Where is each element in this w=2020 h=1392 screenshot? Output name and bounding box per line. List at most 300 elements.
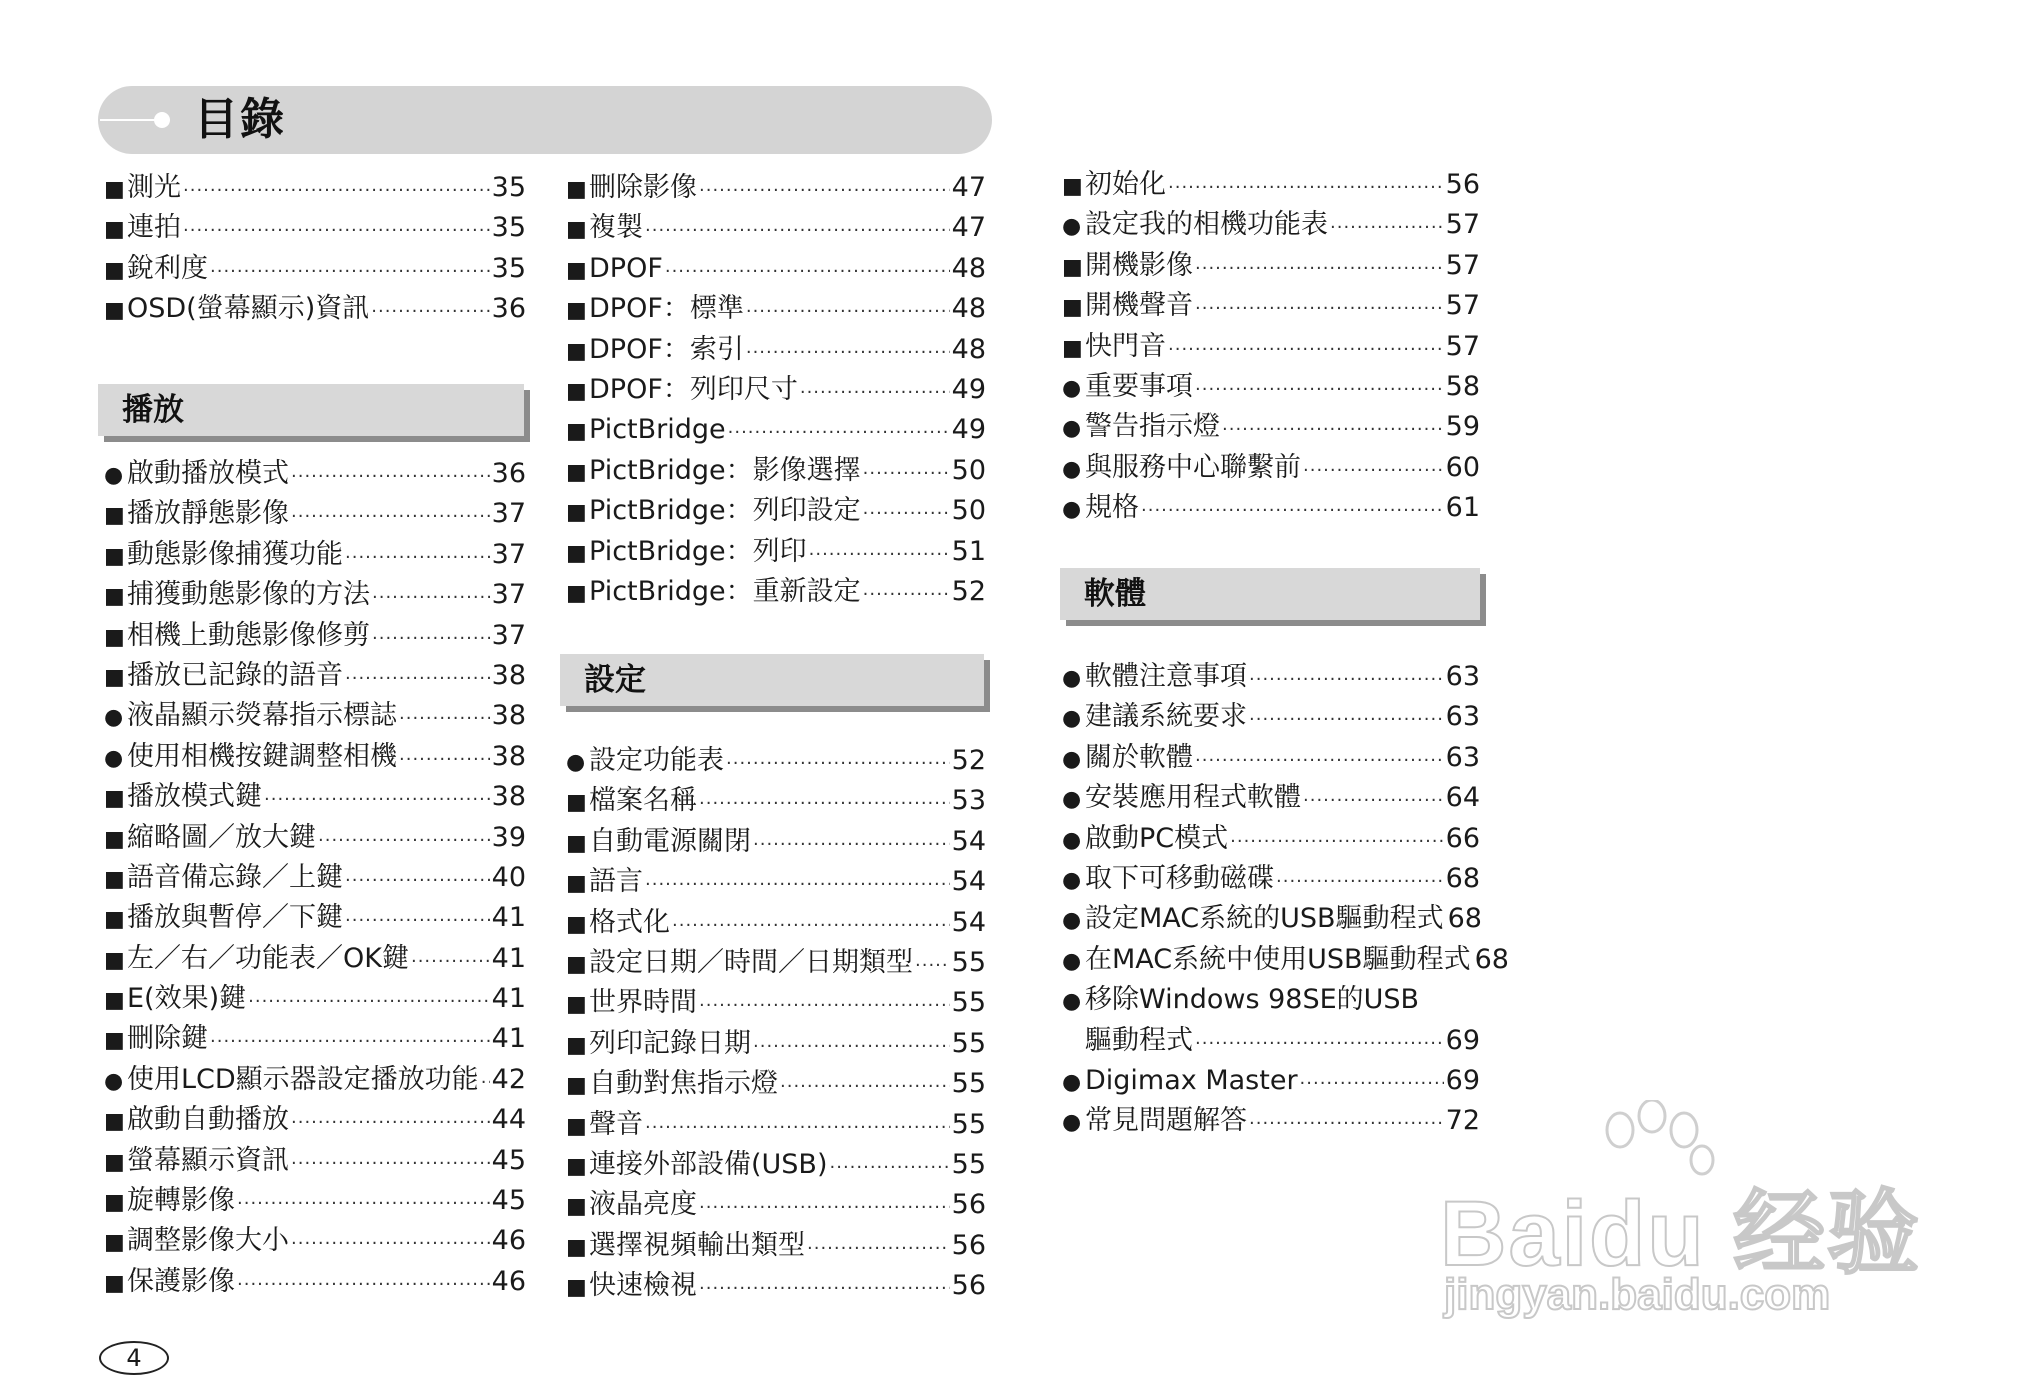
toc-entry-title: E(效果)鍵 [127, 983, 247, 1015]
toc-bullet: ● [1062, 948, 1082, 974]
toc-leader-dots [237, 1265, 490, 1305]
toc-entry [1062, 899, 1480, 939]
toc-leader-dots [264, 780, 490, 820]
toc-entry-title: 設定日期／時間／日期類型 [589, 946, 913, 978]
toc-leader-dots [665, 252, 950, 292]
toc-leader-dots [1141, 491, 1444, 531]
toc-bullet: ■ [566, 1275, 587, 1301]
toc-entry [1062, 859, 1480, 899]
toc-leader-dots [248, 982, 490, 1022]
toc-page-number: 57 [1445, 249, 1480, 281]
toc-leader-dots [807, 1229, 950, 1269]
toc-page-number: 63 [1445, 701, 1480, 733]
toc-entry-title: 使用相機按鍵調整相機 [127, 740, 397, 772]
toc-page-number: 66 [1445, 822, 1480, 854]
toc-bullet: ■ [566, 298, 587, 324]
toc-entry [566, 451, 986, 491]
toc-entry [1062, 286, 1480, 326]
toc-page-number: 36 [491, 293, 526, 325]
page-number: 4 [99, 1341, 169, 1375]
toc-page-number: 64 [1445, 782, 1480, 814]
toc-bullet: ■ [104, 1230, 125, 1256]
toc-leader-dots [1249, 700, 1444, 740]
toc-col1-top [104, 168, 526, 330]
page-title: 目錄 [194, 94, 286, 145]
toc-bullet: ■ [104, 786, 125, 812]
toc-leader-dots [291, 497, 490, 537]
toc-bullet: ● [104, 463, 124, 488]
toc-entry-title: 建議系統要求 [1085, 701, 1247, 733]
toc-page-number: 61 [1445, 492, 1480, 524]
toc-page-number: 49 [951, 373, 986, 405]
toc-page-number: 37 [491, 619, 526, 651]
toc-entry-title: 捕獲動態影像的方法 [127, 579, 370, 611]
toc-entry [566, 330, 986, 370]
toc-bullet: ● [1062, 214, 1082, 240]
toc-bullet: ■ [566, 580, 587, 606]
toc-entry [104, 777, 526, 817]
toc-bullet: ■ [1062, 335, 1083, 361]
section-title-software: 軟體 [1084, 576, 1146, 612]
toc-entry [566, 532, 986, 572]
toc-leader-dots [1249, 660, 1444, 700]
baidu-watermark [1440, 1100, 1940, 1340]
toc-entry [1062, 1061, 1480, 1101]
toc-bullet: ● [1062, 908, 1082, 934]
toc-leader-dots [291, 1144, 490, 1184]
toc-entry [104, 1141, 526, 1181]
toc-leader-dots [1195, 249, 1444, 289]
toc-entry-title: PictBridge：列印設定 [589, 495, 861, 527]
toc-leader-dots [915, 946, 950, 986]
toc-entry [1062, 448, 1480, 488]
toc-page-number: 42 [491, 1063, 526, 1095]
toc-leader-dots [291, 1224, 490, 1264]
toc-leader-dots [1195, 370, 1444, 410]
toc-entry [566, 741, 986, 781]
toc-entry-title: 測光 [127, 172, 181, 203]
toc-entry [566, 943, 986, 983]
toc-entry-title: 常見問題解答 [1085, 1105, 1247, 1137]
toc-leader-dots [345, 901, 490, 941]
toc-entry [566, 370, 986, 410]
toc-entry [104, 1262, 526, 1302]
toc-entry-title: 世界時間 [589, 987, 697, 1019]
toc-entry [566, 1185, 986, 1225]
toc-entry [104, 1221, 526, 1261]
toc-page-number: 47 [951, 172, 986, 203]
toc-page-number: 58 [1445, 370, 1480, 402]
toc-entry-title: 移除Windows 98SE的USB [1085, 984, 1420, 1016]
toc-page-number: 37 [491, 579, 526, 611]
toc-entry-title: 在MAC系統中使用USB驅動程式 [1085, 943, 1471, 975]
toc-leader-dots [345, 659, 490, 699]
toc-bullet: ■ [566, 257, 587, 283]
toc-bullet: ■ [104, 664, 125, 690]
toc-entry [104, 656, 526, 696]
toc-leader-dots [809, 535, 950, 575]
toc-entry-title: 螢幕顯示資訊 [127, 1144, 289, 1176]
toc-entry [104, 1181, 526, 1221]
toc-entry [1062, 940, 1509, 980]
toc-page-number: 54 [951, 906, 986, 938]
toc-page-number: 46 [491, 1265, 526, 1297]
toc-entry-title: 開機聲音 [1085, 290, 1193, 322]
toc-bullet: ■ [566, 1073, 587, 1099]
toc-page-number: 37 [491, 538, 526, 570]
toc-entry [104, 454, 526, 494]
toc-leader-dots [291, 1103, 490, 1143]
toc-page-number: 35 [491, 172, 526, 203]
toc-page-number: 48 [951, 252, 986, 284]
toc-leader-dots [1168, 330, 1444, 370]
toc-page-number: 57 [1445, 330, 1480, 362]
toc-entry-title: DPOF [589, 252, 663, 284]
toc-leader-dots [291, 457, 490, 497]
toc-entry-title: DPOF：列印尺寸 [589, 373, 798, 405]
toc-bullet: ● [1062, 1069, 1082, 1095]
toc-entry-title: 取下可移動磁碟 [1085, 862, 1274, 894]
toc-leader-dots [1168, 168, 1444, 208]
toc-page-number: 46 [491, 1225, 526, 1257]
toc-entry-title: 設定功能表 [589, 745, 724, 776]
toc-leader-dots [699, 784, 950, 824]
toc-entry-title: DPOF：索引 [589, 333, 744, 365]
toc-entry [1062, 367, 1480, 407]
toc-entry-title: 連接外部設備(USB) [589, 1148, 828, 1180]
toc-entry [104, 535, 526, 575]
toc-leader-dots [411, 942, 490, 982]
toc-page-number: 35 [491, 212, 526, 244]
toc-entry-title: 規格 [1085, 492, 1139, 524]
toc-entry-title: 銳利度 [127, 252, 208, 284]
toc-bullet: ■ [104, 1190, 125, 1216]
toc-entry-title: 自動電源關閉 [589, 825, 751, 857]
toc-leader-dots [1303, 451, 1444, 491]
section-title-playback: 播放 [122, 392, 184, 428]
toc-entry-title: 警告指示燈 [1085, 411, 1220, 443]
toc-entry-title: Digimax Master [1085, 1064, 1298, 1096]
toc-leader-dots [371, 292, 489, 332]
toc-bullet: ■ [104, 907, 125, 933]
toc-page-number: 49 [951, 414, 986, 446]
toc-bullet: ■ [566, 217, 587, 243]
toc-page-number: 41 [491, 942, 526, 974]
toc-bullet: ● [1062, 666, 1082, 691]
toc-bullet: ■ [104, 298, 125, 324]
toc-page-number: 55 [951, 1148, 986, 1180]
toc-leader-dots [645, 1108, 950, 1148]
toc-bullet: ■ [104, 543, 125, 569]
toc-entry-title: 液晶亮度 [589, 1189, 697, 1221]
toc-entry-title: 旋轉影像 [127, 1185, 235, 1217]
toc-entry-title: 與服務中心聯繫前 [1085, 451, 1301, 483]
toc-page-number: 69 [1445, 1064, 1480, 1096]
toc-bullet: ■ [566, 951, 587, 977]
toc-page-number: 54 [951, 825, 986, 857]
toc-page-number: 36 [491, 458, 526, 489]
section-header-settings [560, 654, 984, 706]
toc-leader-dots [1303, 781, 1444, 821]
toc-entry-title: 開機影像 [1085, 249, 1193, 281]
toc-bullet: ■ [104, 826, 125, 852]
toc-entry-title: 使用LCD顯示器設定播放功能 [127, 1063, 479, 1095]
toc-bullet: ■ [1062, 174, 1083, 199]
toc-entry-title: 播放模式鍵 [127, 781, 262, 813]
toc-leader-dots [1230, 822, 1444, 862]
toc-page-number: 55 [951, 1027, 986, 1059]
toc-bullet: ■ [566, 459, 587, 485]
toc-entry-title: 相機上動態影像修剪 [127, 619, 370, 651]
toc-entry-title: 聲音 [589, 1108, 643, 1140]
toc-entry [104, 979, 526, 1019]
toc-entry [104, 1100, 526, 1140]
toc-entry-title: 軟體注意事項 [1085, 661, 1247, 692]
toc-page-number: 54 [951, 866, 986, 898]
toc-bullet: ■ [104, 866, 125, 892]
toc-leader-dots [183, 171, 490, 211]
toc-bullet: ● [104, 1068, 124, 1094]
toc-page-number: 41 [491, 1023, 526, 1055]
toc-entry-title: 快門音 [1085, 330, 1166, 362]
toc-entry-title: 播放已記錄的語音 [127, 659, 343, 691]
toc-entry-title: 列印記錄日期 [589, 1027, 751, 1059]
toc-page-number: 56 [1445, 169, 1480, 200]
toc-page-number: 50 [951, 454, 986, 486]
watermark-suffix: 经验 [1733, 1183, 1922, 1285]
toc-entry-title: PictBridge：列印 [589, 535, 807, 567]
toc-leader-dots [372, 619, 490, 659]
toc-entry [104, 696, 526, 736]
toc-leader-dots [399, 740, 490, 780]
toc-entry-title: 自動對焦指示燈 [589, 1068, 778, 1100]
toc-entry [104, 939, 526, 979]
toc-leader-dots [728, 413, 950, 453]
toc-page-number: 68 [1445, 862, 1480, 894]
toc-bullet: ● [1062, 989, 1082, 1015]
toc-leader-dots [863, 454, 950, 494]
toc-leader-dots [1195, 741, 1444, 781]
toc-entry-title: 刪除鍵 [127, 1023, 208, 1055]
toc-page-number: 55 [951, 946, 986, 978]
toc-entry [566, 862, 986, 902]
toc-col3-bottom [1062, 657, 1509, 1142]
toc-bullet: ● [1062, 456, 1082, 482]
toc-entry [104, 1019, 526, 1059]
toc-leader-dots [345, 538, 490, 578]
watermark-brand: Bai [1440, 1183, 1590, 1285]
toc-entry [1062, 819, 1480, 859]
toc-page-number: 48 [951, 333, 986, 365]
toc-leader-dots [863, 575, 950, 615]
toc-entry [104, 249, 526, 289]
toc-leader-dots [746, 292, 950, 332]
toc-page-number: 63 [1445, 661, 1480, 692]
toc-bullet: ● [1062, 827, 1082, 853]
toc-entry [1062, 1021, 1480, 1061]
toc-bullet: ■ [104, 1109, 125, 1135]
toc-leader-dots [645, 865, 950, 905]
toc-entry [1062, 657, 1480, 697]
toc-entry-title: 啟動播放模式 [127, 458, 289, 489]
toc-entry-title: 刪除影像 [589, 172, 697, 203]
toc-entry-title: 播放與暫停／下鍵 [127, 902, 343, 934]
toc-page-number: 52 [951, 575, 986, 607]
toc-entry [104, 168, 526, 208]
toc-page-number: 53 [951, 785, 986, 817]
toc-leader-dots [1222, 410, 1444, 450]
toc-page-number: 56 [951, 1189, 986, 1221]
toc-bullet: ● [1062, 706, 1082, 732]
toc-bullet: ● [1062, 787, 1082, 813]
toc-entry [1062, 1101, 1480, 1141]
toc-col2-top [566, 168, 986, 612]
toc-entry [566, 1226, 986, 1266]
toc-entry [566, 249, 986, 289]
toc-entry [104, 818, 526, 858]
toc-leader-dots [1249, 1104, 1444, 1144]
toc-bullet: ■ [104, 584, 125, 610]
toc-entry [1062, 980, 1480, 1020]
toc-bullet: ■ [104, 503, 125, 529]
toc-entry [104, 737, 526, 777]
toc-page-number: 69 [1445, 1024, 1480, 1056]
toc-leader-dots [183, 211, 490, 251]
toc-bullet: ■ [104, 177, 125, 202]
toc-entry-title: 驅動程式 [1085, 1024, 1193, 1056]
toc-entry-title: 語言 [589, 866, 643, 898]
toc-page-number: 41 [491, 902, 526, 934]
toc-bullet: ■ [566, 378, 587, 404]
toc-bullet: ● [1062, 746, 1082, 772]
toc-leader-dots [1276, 862, 1444, 902]
toc-leader-dots [699, 986, 950, 1026]
toc-leader-dots [318, 821, 490, 861]
toc-page-number: 51 [951, 535, 986, 567]
toc-bullet: ● [1062, 497, 1082, 523]
title-decoration-dot [154, 112, 170, 128]
toc-entry-title: 關於軟體 [1085, 741, 1193, 773]
toc-bullet: ■ [104, 217, 125, 243]
toc-leader-dots [345, 861, 490, 901]
toc-page-number: 45 [491, 1185, 526, 1217]
toc-leader-dots [746, 333, 950, 373]
toc-page-number: 55 [951, 1108, 986, 1140]
toc-entry-title: OSD(螢幕顯示)資訊 [127, 293, 370, 325]
toc-entry [1062, 738, 1480, 778]
toc-entry [1062, 205, 1480, 245]
toc-bullet: ■ [566, 1234, 587, 1260]
toc-page-number: 50 [951, 495, 986, 527]
toc-bullet: ■ [566, 911, 587, 937]
toc-entry [104, 858, 526, 898]
toc-leader-dots [210, 252, 490, 292]
toc-entry [1062, 778, 1480, 818]
toc-leader-dots [210, 1022, 490, 1062]
toc-page-number: 56 [951, 1270, 986, 1302]
toc-leader-dots [780, 1067, 950, 1107]
toc-entry [566, 572, 986, 612]
toc-leader-dots [1330, 208, 1444, 248]
toc-bullet: ■ [104, 1149, 125, 1175]
toc-entry [1062, 165, 1480, 205]
toc-entry-title: 啟動自動播放 [127, 1104, 289, 1136]
toc-entry [566, 822, 986, 862]
toc-col2-bottom [566, 741, 986, 1306]
toc-leader-dots [645, 211, 950, 251]
toc-entry-title: 選擇視頻輸出類型 [589, 1229, 805, 1261]
toc-page-number: 40 [491, 861, 526, 893]
toc-entry-title: 初始化 [1085, 169, 1166, 200]
toc-entry [1062, 488, 1480, 528]
toc-bullet: ■ [566, 830, 587, 856]
toc-entry-title: 安裝應用程式軟體 [1085, 782, 1301, 814]
toc-leader-dots [753, 1027, 950, 1067]
toc-page-number: 45 [491, 1144, 526, 1176]
toc-bullet: ■ [1062, 254, 1083, 280]
toc-entry-title: 縮略圖／放大鍵 [127, 821, 316, 853]
toc-entry [566, 289, 986, 329]
toc-bullet: ● [1062, 375, 1082, 401]
toc-entry-title: PictBridge：影像選擇 [589, 454, 861, 486]
toc-entry [566, 1064, 986, 1104]
toc-entry [566, 983, 986, 1023]
toc-entry [1062, 246, 1480, 286]
toc-page-number: 56 [951, 1229, 986, 1261]
toc-entry-title: PictBridge：重新設定 [589, 575, 861, 607]
toc-leader-dots [237, 1184, 490, 1224]
toc-page-number: 35 [491, 252, 526, 284]
toc-bullet: ● [1062, 1110, 1082, 1136]
toc-bullet: ● [1062, 867, 1082, 893]
toc-page-number: 41 [491, 983, 526, 1015]
toc-entry [566, 1024, 986, 1064]
toc-entry-title: DPOF：標準 [589, 293, 744, 325]
toc-entry-title: PictBridge [589, 414, 726, 446]
toc-entry-title: 啟動PC模式 [1085, 822, 1229, 854]
toc-leader-dots [481, 1063, 490, 1103]
toc-col1-bottom [104, 454, 526, 1302]
toc-entry-title: 播放靜態影像 [127, 498, 289, 530]
toc-entry-title: 左／右／功能表／OK鍵 [127, 942, 409, 974]
toc-page-number: 38 [491, 659, 526, 691]
toc-entry [104, 1060, 526, 1100]
toc-bullet: ■ [566, 1032, 587, 1058]
toc-bullet: ■ [104, 1028, 125, 1054]
toc-leader-dots [372, 578, 490, 618]
toc-entry [1062, 697, 1480, 737]
toc-entry [566, 781, 986, 821]
section-header-software [1060, 568, 1480, 620]
toc-page-number: 57 [1445, 209, 1480, 241]
toc-entry [566, 491, 986, 531]
toc-entry-title: 液晶顯示熒幕指示標誌 [127, 700, 397, 732]
toc-entry-title: 設定我的相機功能表 [1085, 209, 1328, 241]
toc-entry [1062, 407, 1480, 447]
toc-page-number: 38 [491, 781, 526, 813]
toc-page-number: 52 [951, 745, 986, 776]
toc-bullet: ■ [566, 419, 587, 445]
toc-entry [566, 1105, 986, 1145]
toc-page-number: 37 [491, 498, 526, 530]
toc-page-number: 47 [951, 212, 986, 244]
toc-page-number: 48 [951, 293, 986, 325]
toc-page-number: 59 [1445, 411, 1480, 443]
toc-entry [566, 1266, 986, 1306]
toc-leader-dots [1195, 1024, 1444, 1064]
toc-bullet: ■ [566, 1113, 587, 1139]
toc-entry [566, 1145, 986, 1185]
